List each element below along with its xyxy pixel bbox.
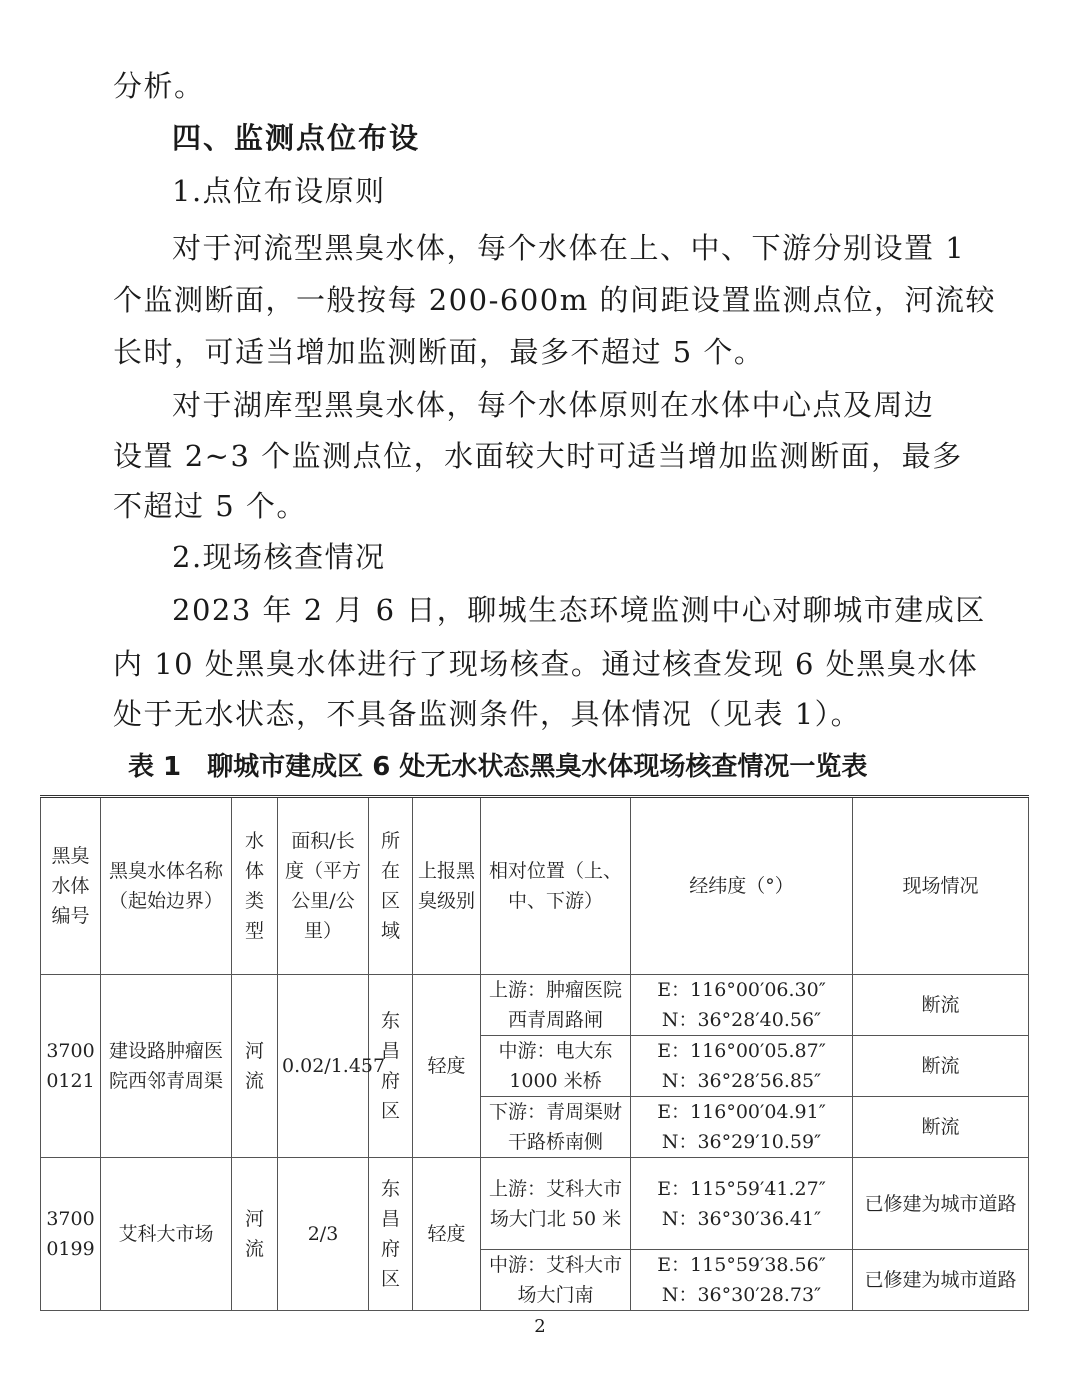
header-coords: 经纬度（°） [631,797,853,975]
cell-status: 断流 [853,1097,1029,1158]
header-type: 水体类型 [232,797,278,975]
table-header-row [41,797,1029,975]
cell-district: 东昌府区 [369,1158,413,1311]
cell-coords [631,1158,853,1250]
cell-position: 上游：艾科大市场大门北 50 米 [481,1158,631,1250]
paragraph-line: 不超过 5 个。 [113,489,307,523]
header-district: 所在区域 [369,797,413,975]
cell-lon: E：116°00′05.87″ [657,1040,826,1062]
subsection-heading: 1.点位布设原则 [172,174,386,208]
table-caption [128,747,948,787]
cell-level: 轻度 [413,1158,481,1311]
header-area: 面积/长度（平方公里/公里） [278,797,369,975]
paragraph-line: 对于湖库型黑臭水体，每个水体原则在水体中心点及周边 [172,388,935,422]
cell-lat: N：36°29′10.59″ [661,1131,822,1153]
cell-level: 轻度 [413,975,481,1158]
header-position: 相对位置（上、中、下游） [481,797,631,975]
subsection-heading: 2.现场核查情况 [172,540,386,574]
header-status: 现场情况 [853,797,1029,975]
cell-coords [631,1036,853,1097]
cell-area: 2/3 [278,1158,369,1311]
cell-id: 37000199 [41,1158,101,1311]
table-caption-title: 聊城市建成区 6 处无水状态黑臭水体现场核查情况一览表 [207,752,868,782]
paragraph-line: 内 10 处黑臭水体进行了现场核查。通过核查发现 6 处黑臭水体 [113,647,979,681]
cell-position: 下游：青周渠财干路桥南侧 [481,1097,631,1158]
cell-area: 0.02/1.457 [278,975,369,1158]
header-id: 黑臭水体编号 [41,797,101,975]
cell-id: 37000121 [41,975,101,1158]
cell-position: 中游：艾科大市场大门南 [481,1250,631,1311]
cell-coords [631,1097,853,1158]
page-number: 2 [534,1316,546,1337]
cell-status: 断流 [853,1036,1029,1097]
paragraph-line: 处于无水状态，不具备监测条件，具体情况（见表 1）。 [113,697,862,731]
cell-coords [631,975,853,1036]
cell-status: 断流 [853,975,1029,1036]
cell-name: 建设路肿瘤医院西邻青周渠 [101,975,232,1158]
table-row [41,1158,1029,1250]
cell-lat: N：36°28′40.56″ [661,1009,822,1031]
cell-type: 河流 [232,1158,278,1311]
cell-status: 已修建为城市道路 [853,1158,1029,1250]
header-name: 黑臭水体名称（起始边界） [101,797,232,975]
section-heading: 四、监测点位布设 [172,121,421,155]
cell-position: 中游：电大东1000 米桥 [481,1036,631,1097]
paragraph-line: 长时，可适当增加监测断面，最多不超过 5 个。 [113,335,765,369]
cell-district: 东昌府区 [369,975,413,1158]
cell-coords [631,1250,853,1311]
header-level: 上报黑臭级别 [413,797,481,975]
cell-type: 河流 [232,975,278,1158]
water-body-table [40,795,1029,1311]
cell-lat: N：36°30′28.73″ [661,1284,822,1306]
table-caption-label: 表 1 [128,752,182,782]
table-row [41,975,1029,1036]
cell-lon: E：115°59′41.27″ [657,1177,826,1200]
cell-lon: E：116°00′06.30″ [657,979,826,1001]
paragraph-line: 设置 2~3 个监测点位，水面较大时可适当增加监测断面，最多 [113,439,963,473]
cell-lat: N：36°28′56.85″ [661,1070,822,1092]
cell-lat: N：36°30′36.41″ [661,1207,822,1230]
paragraph-line: 2023 年 2 月 6 日，聊城生态环境监测中心对聊城市建成区 [172,593,986,627]
paragraph-line: 对于河流型黑臭水体，每个水体在上、中、下游分别设置 1 [172,231,966,265]
cell-lon: E：115°59′38.56″ [657,1254,826,1276]
cell-status: 已修建为城市道路 [853,1250,1029,1311]
cell-name: 艾科大市场 [101,1158,232,1311]
cell-position: 上游：肿瘤医院西青周路闸 [481,975,631,1036]
cell-lon: E：116°00′04.91″ [657,1101,826,1123]
paragraph-line: 分析。 [113,69,205,103]
paragraph-line: 个监测断面，一般按每 200-600m 的间距设置监测点位，河流较 [113,283,996,317]
